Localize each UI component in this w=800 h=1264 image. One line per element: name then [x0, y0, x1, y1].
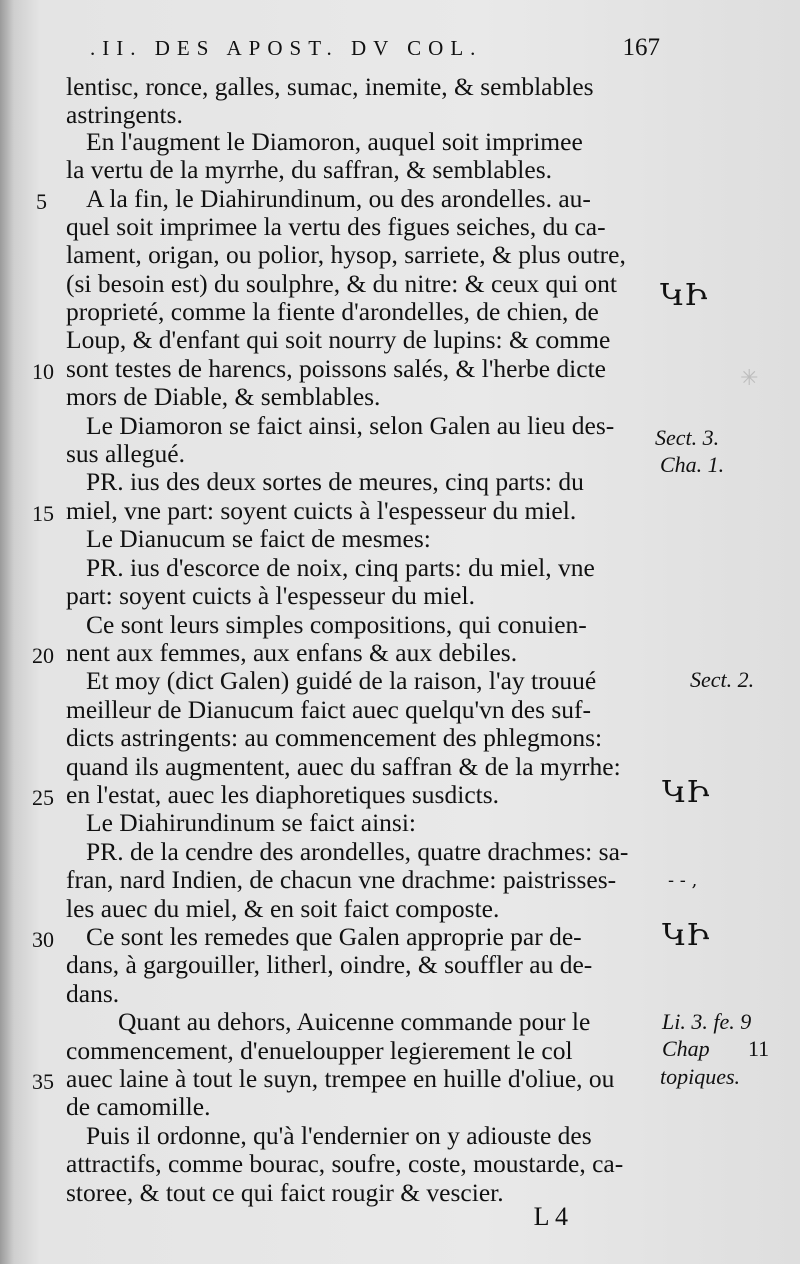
signature-mark: L 4 — [533, 1202, 568, 1231]
line-number: 15 — [32, 501, 54, 526]
text-line: part: soyent cuicts à l'espesseur du miel. — [66, 581, 475, 610]
text-line: miel, vne part: soyent cuicts à l'espesseur du miel. — [66, 496, 577, 525]
text-line: sus allegué. — [66, 439, 185, 468]
handwritten-mark: ԿԻ — [662, 775, 710, 810]
text-line: Ce sont les remedes que Galen approprie par de- — [86, 922, 582, 951]
text-line: proprieté, comme la fiente d'arondelles, de chien, de — [66, 297, 599, 326]
margin-note-chapter: Chap — [662, 1036, 710, 1061]
text-line: dans, à gargouiller, litherl, oindre, & souffler au de- — [66, 950, 593, 979]
line-number: 25 — [32, 785, 54, 810]
text-line: fran, nard Indien, de chacun vne drachme: paistrisses- — [66, 865, 617, 894]
text-line: Le Dianucum se faict de mesmes: — [86, 524, 431, 553]
text-line: Loup, & d'enfant qui soit nourry de lupins: & comme — [66, 325, 611, 354]
handwritten-note: topiques. — [660, 1064, 741, 1089]
running-head: .II. DES APOST. DV COL. — [90, 36, 483, 60]
handwritten-mark: ԿԻ — [660, 278, 708, 313]
page-header — [90, 30, 660, 70]
text-line: auec laine à tout le suyn, trempee en huille d'oliue, ou — [66, 1064, 615, 1093]
text-line: de camomille. — [66, 1092, 211, 1121]
text-line: mors de Diable, & semblables. — [66, 382, 381, 411]
text-line: En l'augment le Diamoron, auquel soit imprimee — [86, 127, 583, 156]
text-line: astringents. — [66, 100, 183, 129]
text-line: nent aux femmes, aux enfans & aux debiles. — [66, 638, 518, 667]
margin-note-chapter: Cha. 1. — [660, 452, 725, 477]
text-line: meilleur de Dianucum faict auec quelqu'vn des suf- — [66, 695, 592, 724]
text-line: Quant au dehors, Auicenne commande pour le — [118, 1007, 591, 1036]
text-line: dans. — [66, 979, 120, 1008]
line-number: 35 — [32, 1069, 54, 1094]
text-line: PR. ius d'escorce de noix, cinq parts: du miel, vne — [86, 553, 595, 582]
handwritten-mark: ԿԻ — [662, 918, 710, 953]
text-line: en l'estat, auec les diaphoretiques susdicts. — [66, 780, 500, 809]
text-line: PR. de la cendre des arondelles, quatre drachmes: sa- — [86, 837, 629, 866]
text-line: les auec du miel, & en soit faict composte. — [66, 894, 500, 923]
text-line: lament, origan, ou polior, hysop, sarriete, & plus outre, — [66, 240, 626, 269]
page-number: 167 — [622, 34, 660, 61]
text-line: Le Diahirundinum se faict ainsi: — [86, 808, 416, 837]
bleed-through-mark: ✳ — [740, 365, 759, 390]
text-line: (si besoin est) du soulphre, & du nitre: & ceux qui ont — [66, 269, 618, 298]
line-number: 20 — [32, 643, 54, 668]
text-line: A la fin, le Diahirundinum, ou des arondelles. au- — [86, 184, 591, 213]
handwritten-mark: - - , — [668, 870, 698, 891]
margin-note-section: Sect. 3. — [655, 425, 720, 450]
line-number: 5 — [36, 189, 47, 214]
text-line: Ce sont leurs simples compositions, qui conuien- — [86, 610, 587, 639]
line-number: 10 — [32, 359, 54, 384]
text-line: attractifs, comme bourac, soufre, coste, moustarde, ca- — [66, 1149, 624, 1178]
margin-note-section: Sect. 2. — [690, 667, 755, 692]
text-line: Et moy (dict Galen) guidé de la raison, l'ay trouué — [86, 666, 597, 695]
text-line: lentisc, ronce, galles, sumac, inemite, & semblables — [66, 72, 594, 101]
text-line: la vertu de la myrrhe, du saffran, & semblables. — [66, 155, 552, 184]
text-line: sont testes de harencs, poissons salés, & l'herbe dicte — [66, 354, 606, 383]
text-line: commencement, d'enueloupper legierement le col — [66, 1036, 573, 1065]
margin-note-book: Li. 3. fe. 9 — [662, 1009, 752, 1034]
text-line: dicts astringents: au commencement des phlegmons: — [66, 723, 603, 752]
line-number: 30 — [32, 927, 54, 952]
margin-note-chapter-number: 11 — [748, 1036, 770, 1061]
text-line: quel soit imprimee la vertu des figues seiches, du ca- — [66, 212, 606, 241]
text-line: PR. ius des deux sortes de meures, cinq parts: du — [86, 467, 584, 496]
text-line: storee, & tout ce qui faict rougir & vescier. — [66, 1178, 504, 1207]
text-line: Puis il ordonne, qu'à l'endernier on y adiouste des — [86, 1121, 592, 1150]
text-line: quand ils augmentent, auec du saffran & de la myrrhe: — [66, 752, 621, 781]
text-line: Le Diamoron se faict ainsi, selon Galen au lieu des- — [86, 411, 615, 440]
